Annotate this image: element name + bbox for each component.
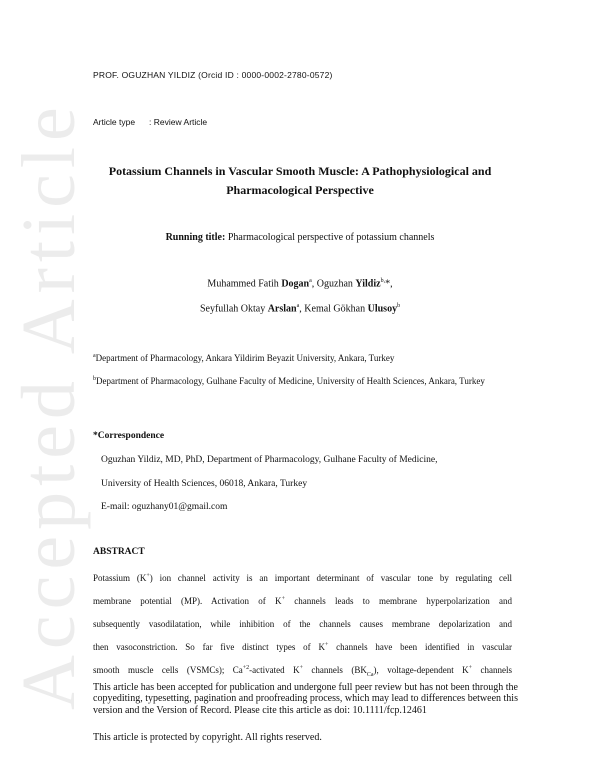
author-surname: Yildiz bbox=[355, 278, 381, 290]
author-surname: Dogan bbox=[281, 278, 310, 290]
abstract-heading: ABSTRACT bbox=[93, 547, 145, 557]
author-sup: a bbox=[309, 278, 312, 284]
orcid-header: PROF. OGUZHAN YILDIZ (Orcid ID : 0000-0002-2780-0572) bbox=[93, 70, 333, 80]
abstract-text: smooth muscle cells (VSMCs); Ca bbox=[93, 665, 243, 675]
correspondence-line-1: Oguzhan Yildiz, MD, PhD, Department of Pharmacology, Gulhane Faculty of Medicine, bbox=[101, 455, 438, 465]
abstract-text: channels bbox=[472, 665, 512, 675]
abstract-text: then vasoconstriction. So far five distinct types of K bbox=[93, 642, 325, 652]
correspondence-email: E-mail: oguzhany01@gmail.com bbox=[101, 502, 228, 512]
affiliation-a bbox=[93, 348, 513, 366]
article-type-value: : Review Article bbox=[149, 117, 208, 127]
abstract-text: channels (BK bbox=[302, 665, 367, 675]
author-surname: Ulusoy bbox=[367, 303, 398, 315]
author-suffix: , bbox=[311, 278, 317, 290]
running-title-label: Running title: bbox=[165, 232, 226, 243]
abstract-sub: Ca bbox=[366, 671, 374, 678]
article-type bbox=[93, 117, 207, 127]
author-surname: Arslan bbox=[267, 303, 297, 315]
abstract-sup: + bbox=[324, 642, 329, 648]
abstract-line: subsequently vasodilatation, while inhibition of the channels causes membrane depolarization and bbox=[93, 619, 512, 629]
author-given: Muhammed Fatih bbox=[207, 278, 279, 290]
abstract-sup: +2 bbox=[242, 665, 250, 671]
author-given: Oguzhan bbox=[316, 278, 353, 290]
abstract-sup: + bbox=[146, 573, 150, 579]
author-suffix: *, bbox=[385, 278, 393, 290]
accepted-notice: This article has been accepted for publication and undergone full peer review but has not been through the copyediting, typesetting, pagination and proofreading process, which may lead to differences between this version and the Version of Record. Please cite this article as doi: 10.1111/fcp.12461 bbox=[93, 682, 518, 716]
abstract-text: Potassium (K bbox=[93, 573, 147, 583]
abstract-line bbox=[93, 596, 512, 606]
abstract-line bbox=[93, 573, 512, 583]
author-line-1 bbox=[80, 278, 520, 289]
affiliation-text: Department of Pharmacology, Ankara Yildirim Beyazit University, Ankara, Turkey bbox=[95, 353, 395, 363]
abstract-line bbox=[93, 642, 512, 652]
running-title-value: Pharmacological perspective of potassium channels bbox=[227, 232, 435, 243]
title-line-1: Potassium Channels in Vascular Smooth Muscle: A Pathophysiological and bbox=[108, 164, 492, 178]
accepted-article-watermark: Accepted Article bbox=[7, 101, 91, 710]
affiliation-text: Department of Pharmacology, Gulhane Faculty of Medicine, University of Health Sciences, Ankara, Turkey bbox=[96, 376, 485, 386]
affiliation-b bbox=[93, 371, 513, 389]
author-given: Kemal Gökhan bbox=[304, 303, 366, 315]
abstract-text: channels leads to membrane hyperpolarization and bbox=[284, 596, 512, 606]
affiliation-sup: a bbox=[93, 353, 96, 359]
abstract-text: membrane potential (MP). Activation of K bbox=[93, 596, 282, 606]
title-line-2: Pharmacological Perspective bbox=[226, 183, 374, 197]
article-type-label: Article type bbox=[93, 117, 136, 127]
author-suffix: , bbox=[299, 303, 305, 315]
abstract-line bbox=[93, 665, 512, 678]
abstract-sup: + bbox=[299, 665, 303, 671]
author-sup: b bbox=[397, 303, 401, 309]
article-title bbox=[80, 162, 520, 200]
abstract-sup: + bbox=[281, 596, 285, 602]
author-sup: a bbox=[296, 303, 300, 309]
abstract-text: channels have been identified in vascular bbox=[328, 642, 512, 652]
abstract-text: ), voltage-dependent K bbox=[373, 665, 469, 675]
affiliation-sup: b bbox=[93, 376, 96, 382]
abstract-text: -activated K bbox=[249, 665, 300, 675]
abstract-sup: + bbox=[468, 665, 473, 671]
correspondence-heading: *Correspondence bbox=[93, 431, 165, 441]
author-line-2 bbox=[80, 303, 520, 314]
abstract-text: ) ion channel activity is an important determinant of vascular tone by regulating cell bbox=[149, 573, 512, 583]
copyright-notice: This article is protected by copyright. All rights reserved. bbox=[93, 732, 322, 743]
author-sup: b, bbox=[380, 278, 386, 284]
author-given: Seyfullah Oktay bbox=[199, 303, 266, 315]
correspondence-line-2: University of Health Sciences, 06018, Ankara, Turkey bbox=[101, 479, 308, 489]
running-title bbox=[80, 232, 520, 243]
